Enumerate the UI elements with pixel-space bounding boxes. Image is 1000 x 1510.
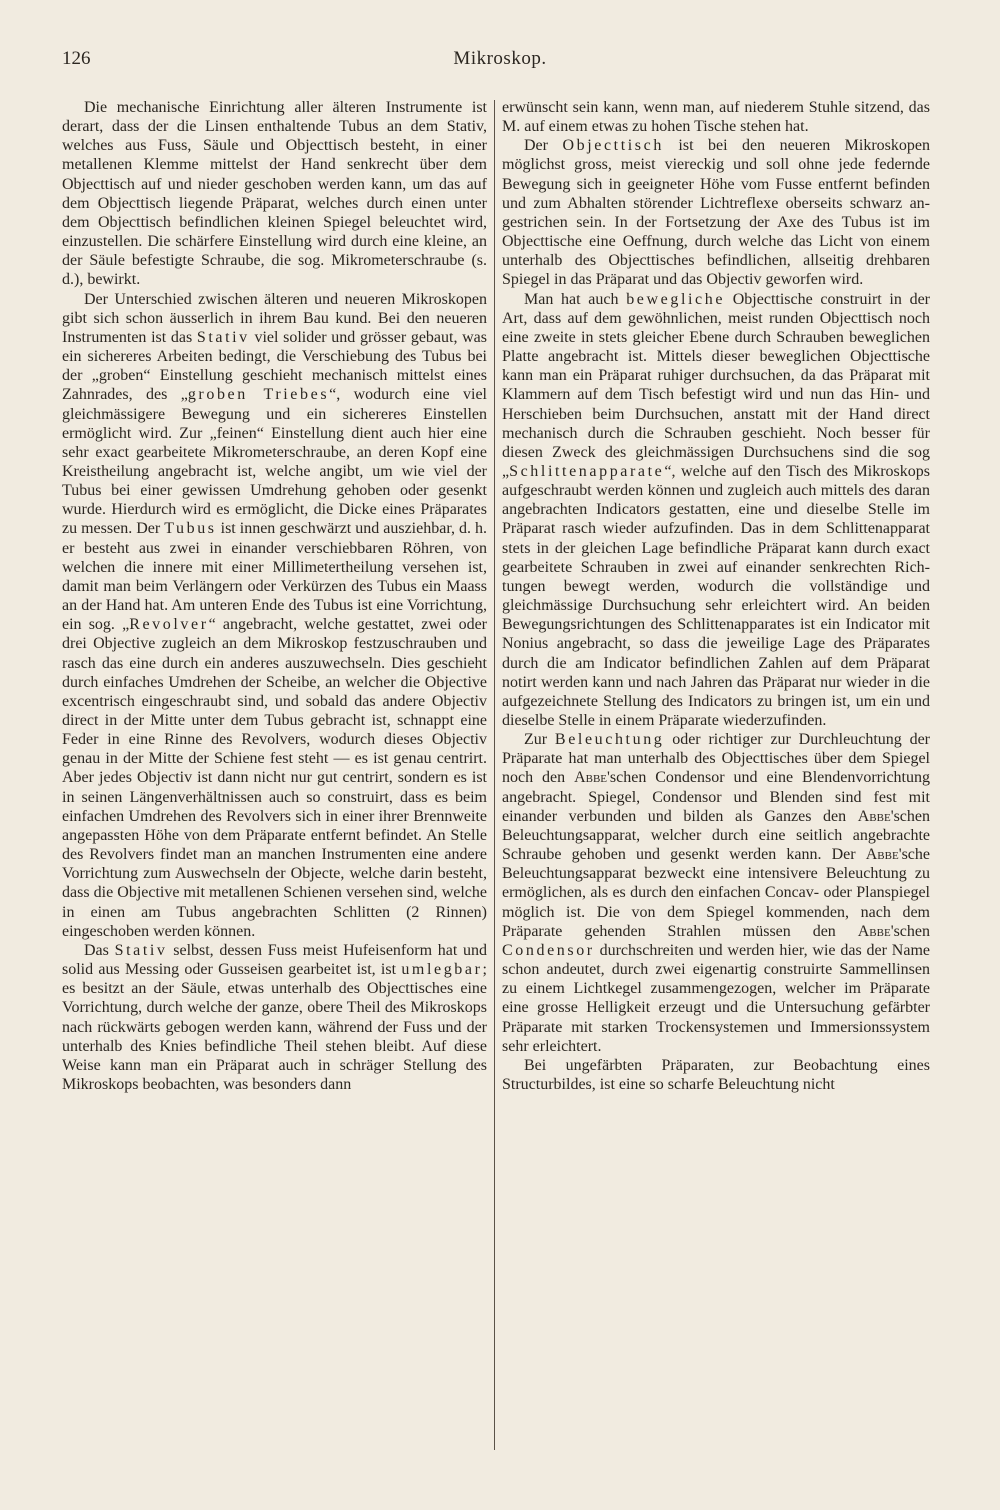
text-run: Das	[84, 941, 115, 959]
text-run: “, wodurch eine viel gleichmässigere Bewegung und ein sichereres Einstellen ermöglicht wird. Zur „feinen“ Einstellung dient auch hier eine sehr exact gearbeitete Mikrometerschraube, an deren Kopf eine Kreistheilung angebracht ist, welche angibt, um wie viel der Tubus bei einer gewissen Umdrehung gehoben oder gesenkt wurde. Hierdurch wird es ermöglicht, die Dicke eines Präparates zu messen. Der	[62, 386, 487, 538]
emphasized-term: Stativ	[196, 328, 250, 346]
left-column	[62, 98, 487, 1094]
paragraph	[62, 941, 487, 1094]
emphasized-term: umlegbar	[401, 961, 483, 979]
emphasized-term: Beleuchtung	[554, 731, 665, 749]
name-smallcaps: Abbe	[857, 922, 891, 940]
text-run: ist innen geschwärzt und ausziehbar, d. h. er besteht aus zwei in einander verschiebbaren Röhren, von welchen die innere mit einer Millimetertheilung versehen ist, damit man beim Verlängern oder Verkürzen des Tubus ein Maass an der Hand hat. Am unteren Ende des Tubus ist eine Vorrichtung, ein sog. „	[62, 520, 488, 634]
text-run: Der	[524, 137, 563, 155]
text-run: selbst, dessen Fuss meist Hufeisenform hat und solid aus Messing oder Gusseisen gearbeitet ist, ist	[62, 941, 487, 979]
page-number: 126	[62, 48, 91, 69]
text-run: oder richtiger zur Durchleuchtung der Präparate hat man unterhalb des Objecttisches über dem Spiegel noch den	[502, 731, 931, 787]
text-run: Zur	[524, 731, 555, 749]
running-title: Mikroskop.	[453, 48, 547, 69]
emphasized-term: groben Triebes	[187, 386, 330, 404]
text-run: 'schen	[890, 922, 930, 940]
text-run: durchschreiten und werden hier, wie das der Name schon andeutet, durch zwei eigenartig construirte Sammellinsen zu einem Lichtkegel zusammengezogen, welcher im Präparate eine grosse Helligkeit erzeugt und die Untersuchung gefärbter Präparate mit starken Trockensystemen und Immersionssystem sehr erleichtert.	[502, 941, 930, 1055]
emphasized-term: Tubus	[164, 520, 217, 538]
emphasized-term: Stativ	[114, 941, 168, 959]
text-run: 'schen Condensor und eine Blendenvorrichtung angebracht. Spiegel, Condensor und Blenden sind fest mit einander verbunden und bilden als Ganzes den	[502, 769, 930, 825]
column-divider	[494, 100, 495, 1450]
text-run: ; es besitzt an der Säule, etwas unterhalb des Objecttisches eine Vorrichtung, durch welche der ganze, obere Theil des Mikroskops nach rückwärts gebogen werden kann, während der Fuss und der unterhalb des Knies befindliche Theil stehen bleibt. Auf diese Weise kann man ein Präparat auch in schräger Stellung des Mikroskops beobachten, was besonders dann	[62, 961, 487, 1093]
text-run: 'sche Beleuchtungsapparat bezweckt eine intensivere Beleuchtung zu ermöglichen, als es durch den einfachen Concav- oder Planspiegel möglich ist. Die von dem Spiegel kommenden, nach dem Präparate gehenden Strahlen müssen den	[502, 846, 930, 940]
text-run: viel solider und grösser gebaut, was ein sichereres Arbeiten bedingt, die Verschiebung des Tubus bei der „groben“ Einstellung geschieht mechanisch mittelst eines Zahnrades, des „	[62, 328, 487, 404]
text-run: erwünscht sein kann, wenn man, auf niederem Stuhle sitzend, das M. auf einem etwas zu hohen Tische stehen hat.	[502, 99, 930, 136]
paragraph	[502, 98, 930, 136]
emphasized-term: Revolver	[129, 616, 209, 634]
paragraph	[502, 730, 930, 1056]
text-run: Der Unterschied zwischen älteren und neueren Mikroskopen gibt sich schon äusserlich in ihrem Bau kund. Bei den neueren Instrumenten ist das	[62, 290, 487, 346]
paragraph	[502, 136, 930, 289]
text-run: “ angebracht, welche gestattet, zwei oder drei Objective zugleich an dem Mikroskop festzuschrauben und rasch das eine durch ein anderes auszuwechseln. Dies geschieht durch einfaches Umdrehen der Scheibe, an welcher die Objective excentrisch eingeschraubt sind, und sobald das andere Objectiv direct in der Mitte unter dem Tubus gebracht ist, schnappt eine Feder in eine Rinne des Revolvers, wodurch dieses Objectiv genau in der Mitte der Schiene fest steht — es ist genau centrirt. Aber jedes Objectiv ist dann nicht nur gut centrirt, sondern es ist in seinen Längenverhältnissen auch so construirt, dass es beim einfachen Umdrehen des Revolvers sich in einer ihrer Brennweite angepassten Höhe von dem Präparate entfernt befindet. An Stelle des Revolvers findet man an manchen Instrumenten eine andere Vorrichtung zum Auswechseln der Objecte, welche darin besteht, dass die Objective mit metallenen Schienen versehen sind, welche in einen am Tubus angebrachten Schlitten (2 Rinnen) eingeschoben werden können.	[62, 616, 488, 940]
emphasized-term: Schlittenapparate	[509, 462, 665, 480]
paragraph	[502, 290, 930, 731]
emphasized-term: bewegliche	[626, 290, 726, 308]
text-run: Objecttische construirt in der Art, dass auf dem gewöhnlichen, meist runden Objecttisch noch eine zweite in stets gleicher Ebene durch Schrauben beweglichen Platte angebracht ist. Mittels dieser beweglichen Objecttische kann man ein Präparat ruhiger durchsuchen, da das Präparat mit Klammern auf dem Tisch befestigt wird und nun das Hin- und Herschieben beim Durchsuchen, anstatt mit der Hand direct mechanisch durch die Schrauben geschieht. Noch besser für diesen Zweck des gleichmässigen Durchsuchens sind die sog „	[502, 290, 931, 480]
page-header	[62, 48, 938, 76]
text-run: “, welche auf den Tisch des Mikroskops aufgeschraubt werden können und zugleich auch mittels des daran angebrachten Indicators gestatten, eine und dieselbe Stelle im Präparat rasch wieder aufzufinden. Das in dem Schlittenapparat stets in der gleichen Lage befindliche Präparat kann durch exact gearbeitete Schrauben in zwei auf einander senkrechten Richtungen bewegt werden, wodurch die vollständige und gleichmässige Durchsuchung sehr erleichtert wird. An beiden Bewegungsrichtungen des Schlittenapparates ist ein Indicator mit Nonius angebracht, so dass die jeweilige Lage des Präparates durch die am Indicator befindlichen Zahlen auf dem Präparat notirt werden kann und nach Jahren das Präparat nur wieder in die aufgezeichnete Stellung des Indicators zu bringen ist, um ein und dieselbe Stelle in einem Präparate wiederzufinden.	[502, 462, 930, 729]
text-run: ist bei den neueren Mikroskopen möglichst gross, meist viereckig und soll ohne jede federnde Bewegung sich in geeigneter Höhe vom Fusse entfernt befinden und zum Abhalten störender Lichtreflexe oberseits schwarz angestrichen sein. In der Fortsetzung der Axe des Tubus ist im Objecttische eine Oeffnung, durch welche das Licht von einem unterhalb des Objecttisches befindlichen, allseitig drehbaren Spiegel in das Präparat und das Objectiv geworfen wird.	[502, 137, 930, 289]
text-run: Man hat auch	[524, 290, 627, 308]
emphasized-term: Condensor	[502, 941, 595, 959]
text-run: Bei ungefärbten Präparaten, zur Beobachtung eines Structurbildes, ist eine so scharfe Beleuchtung nicht	[502, 1056, 930, 1093]
paragraph	[62, 290, 487, 941]
name-smallcaps: Abbe	[857, 807, 891, 825]
emphasized-term: Objecttisch	[562, 137, 664, 155]
name-smallcaps: Abbe	[574, 769, 608, 787]
right-column	[502, 98, 930, 1094]
paragraph	[62, 98, 487, 290]
text-run: 'schen Beleuchtungsapparat, welcher durch eine seitlich angebrachte Schraube gehoben und gesenkt werden kann. Der	[502, 807, 930, 864]
name-smallcaps: Abbe	[865, 846, 899, 864]
paragraph	[502, 1056, 930, 1094]
text-run: Die mechanische Einrichtung aller älteren Instrumente ist derart, dass der die Linsen enthaltende Tubus an dem Stativ, welches aus Fuss, Säule und Objecttisch besteht, in einer metallenen Klemme mittelst der Hand senkrecht über dem Objecttisch auf und nieder geschoben werden kann, um das auf dem Objecttisch liegende Präparat, welches durch einen unter dem Objecttisch befindlichen kleinen Spiegel beleuchtet wird, einzustellen. Die schärfere Einstellung wird durch eine kleine, an der Säule befestigte Schraube, die sog. Mikrometerschraube (s. d.), bewirkt.	[62, 99, 487, 289]
